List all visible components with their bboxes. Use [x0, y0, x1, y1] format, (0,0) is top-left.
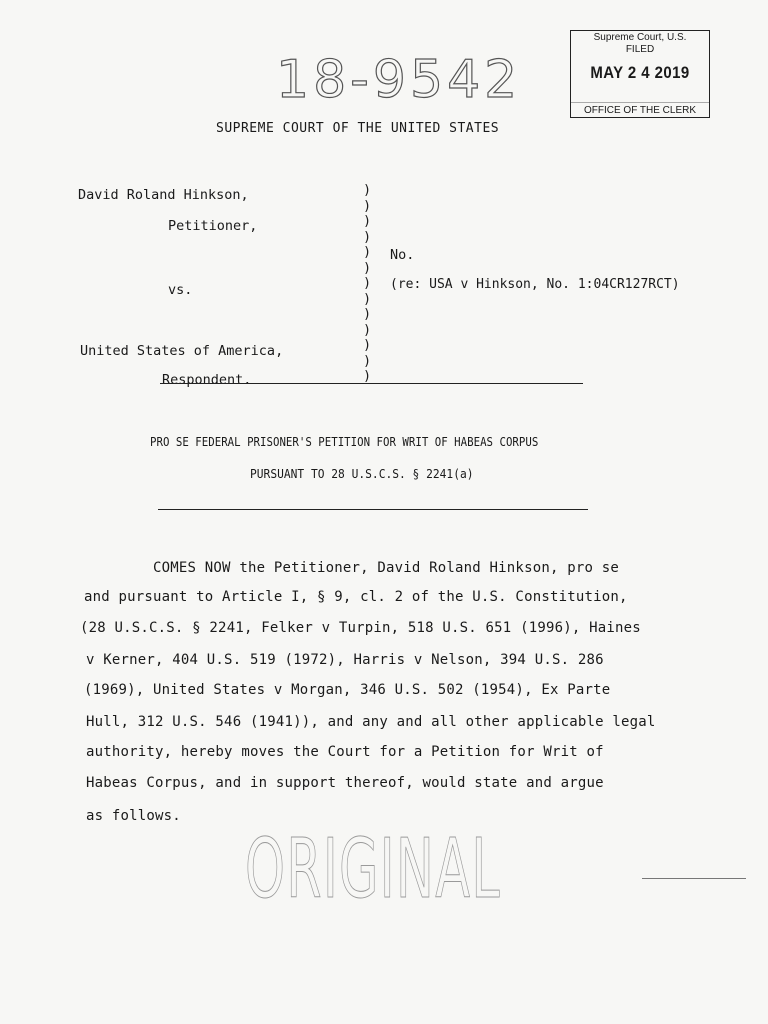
respondent-name: United States of America, [80, 343, 284, 359]
stamp-status: FILED [625, 44, 655, 55]
petition-heading: PRO SE FEDERAL PRISONER'S PETITION FOR WRIT OF HABEAS CORPUS [150, 434, 539, 449]
body-line: (1969), United States v Morgan, 346 U.S. 502 (1954), Ex Parte [84, 682, 611, 698]
body-line: as follows. [86, 808, 181, 824]
original-stamp: ORIGINAL [245, 822, 501, 917]
body-line: Hull, 312 U.S. 546 (1941)), and any and all other applicable legal [86, 714, 656, 730]
heading-divider [158, 509, 588, 510]
body-line: v Kerner, 404 U.S. 519 (1972), Harris v Nelson, 394 U.S. 286 [86, 652, 604, 668]
case-number-label: No. [390, 247, 415, 263]
case-reference: (re: USA v Hinkson, No. 1:04CR127RCT) [390, 277, 680, 292]
stamp-court: Supreme Court, U.S. [593, 32, 687, 43]
body-line: and pursuant to Article I, § 9, cl. 2 of the U.S. Constitution, [84, 589, 628, 605]
respondent-role: Respondent. [162, 372, 252, 388]
caption-parens: ) ) ) ) ) ) ) ) ) ) ) ) ) [363, 182, 372, 384]
petitioner-role: Petitioner, [168, 218, 258, 234]
versus-label: vs. [168, 282, 193, 298]
body-line: COMES NOW the Petitioner, David Roland Hinkson, pro se [84, 560, 619, 576]
docket-number: 18-9542 [276, 50, 522, 110]
filed-stamp [570, 30, 710, 118]
body-line: (28 U.S.C.S. § 2241, Felker v Turpin, 518 U.S. 651 (1996), Haines [80, 620, 641, 636]
stamp-office: OFFICE OF THE CLERK [571, 102, 709, 116]
body-line: authority, hereby moves the Court for a Petition for Writ of [86, 744, 604, 760]
petitioner-name: David Roland Hinkson, [78, 187, 249, 203]
margin-line [642, 878, 746, 879]
stamp-date: MAY 2 4 2019 [590, 63, 690, 82]
body-line: Habeas Corpus, and in support thereof, would state and argue [86, 775, 604, 791]
court-title: SUPREME COURT OF THE UNITED STATES [216, 121, 500, 136]
caption-divider [160, 383, 583, 384]
petition-subheading: PURSUANT TO 28 U.S.C.S. § 2241(a) [250, 466, 474, 481]
